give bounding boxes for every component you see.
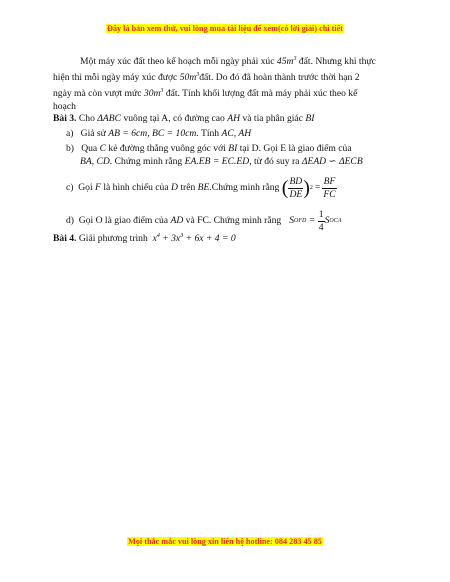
text: hoạch xyxy=(53,101,76,112)
text: đất. Tính khối lượng đất mà máy phải xúc theo kế xyxy=(165,88,358,99)
problem-line-1 xyxy=(80,56,376,67)
text: Giải phương trình xyxy=(78,233,148,244)
math: BI xyxy=(228,143,238,154)
math: AC, AH xyxy=(221,128,252,139)
text: Giả sử xyxy=(80,128,106,139)
text: Gọi xyxy=(78,182,93,194)
text: Chứng minh rằng xyxy=(211,182,280,194)
label: c) xyxy=(66,182,74,194)
text: Chứng minh rằng xyxy=(114,156,183,167)
equation: $x^4 + 3x^3 + 6x + 4 = 0$ xyxy=(152,233,236,244)
fraction-expression: ( $\frac{BD}{DE}$ ) 2 = $\frac{BF}{FC}$ xyxy=(281,176,336,200)
bai3-title: Bài 3. xyxy=(53,113,77,124)
label: a) xyxy=(66,128,74,139)
bai4-title: Bài 4. xyxy=(53,233,77,244)
text: Gọi O là giao điểm của xyxy=(78,215,169,227)
math: ΔEAD ∽ ΔECB xyxy=(301,156,363,167)
math: AD xyxy=(170,215,184,227)
text: Tính xyxy=(200,128,220,139)
text: là hình chiếu của xyxy=(103,182,169,194)
text: tại D. Gọi E là giao điểm của xyxy=(239,143,352,154)
bai3-part-d xyxy=(66,209,341,233)
hotline-banner xyxy=(0,537,450,546)
text: và tia phân giác xyxy=(242,113,303,124)
problem-line-2 xyxy=(53,72,360,83)
math: C xyxy=(99,143,106,154)
math: ΔABC xyxy=(97,113,122,124)
bai3-part-c xyxy=(66,172,337,204)
label: b) xyxy=(66,143,74,154)
text: ngày mà còn vượt mức xyxy=(53,88,142,99)
math: AB = 6cm, BC = 10cm. xyxy=(108,128,199,139)
fraction-bf-fc: $\frac{BF}{FC}$ xyxy=(323,176,336,200)
math: BE. xyxy=(197,182,212,194)
math: $30m^3$ xyxy=(143,88,164,99)
math: $45m^3$ xyxy=(276,56,297,67)
preview-banner-text: Đây là bản xem thử, vui lòng mua tài liệu để xem(có lời giải) chi tiết xyxy=(107,24,343,33)
text: trên xyxy=(180,182,196,194)
bai4-heading xyxy=(53,233,236,244)
text: Qua xyxy=(81,143,98,154)
text: , từ đó suy ra xyxy=(249,156,300,167)
text: kẻ đường thẳng vuông góc với xyxy=(108,143,226,154)
text: Một máy xúc đất theo kế hoạch mỗi ngày phải xúc xyxy=(80,56,275,67)
problem-line-4 xyxy=(53,101,76,112)
text: hiện thì mỗi ngày máy xúc được xyxy=(53,72,178,83)
math: BI xyxy=(305,113,315,124)
label: d) xyxy=(66,215,74,227)
fraction-1-4: $\frac{1}{4}$ xyxy=(318,209,324,233)
text: đất. Do đó đã hoàn thành trước thời hạn 2 xyxy=(199,72,360,83)
math: AH xyxy=(227,113,241,124)
math: $50m^3$ xyxy=(179,72,200,83)
bai3-part-b-1 xyxy=(66,143,352,154)
math: BA, CD. xyxy=(80,156,113,167)
preview-banner xyxy=(0,24,450,33)
math: EA.EB = EC.ED xyxy=(184,156,250,167)
hotline-banner-text: Mọi thắc mắc vui lòng xin liên hệ hotline: 084 283 45 85 xyxy=(128,537,322,546)
text: Cho xyxy=(78,113,95,124)
text: đất. Nhưng khi thực xyxy=(298,56,376,67)
text: vuông tại A, có đường cao xyxy=(123,113,225,124)
math: D xyxy=(171,182,178,194)
fraction-bd-de: $\frac{BD}{DE}$ xyxy=(289,176,303,200)
bai3-heading xyxy=(53,113,314,124)
text: và FC. Chứng minh rằng xyxy=(185,215,282,227)
area-ratio-expression: S OFD = $\frac{1}{4}$ S OCA xyxy=(289,209,342,233)
math: F xyxy=(95,182,101,194)
problem-line-3 xyxy=(53,88,357,99)
bai3-part-b-2 xyxy=(80,156,363,167)
bai3-part-a xyxy=(66,128,251,139)
